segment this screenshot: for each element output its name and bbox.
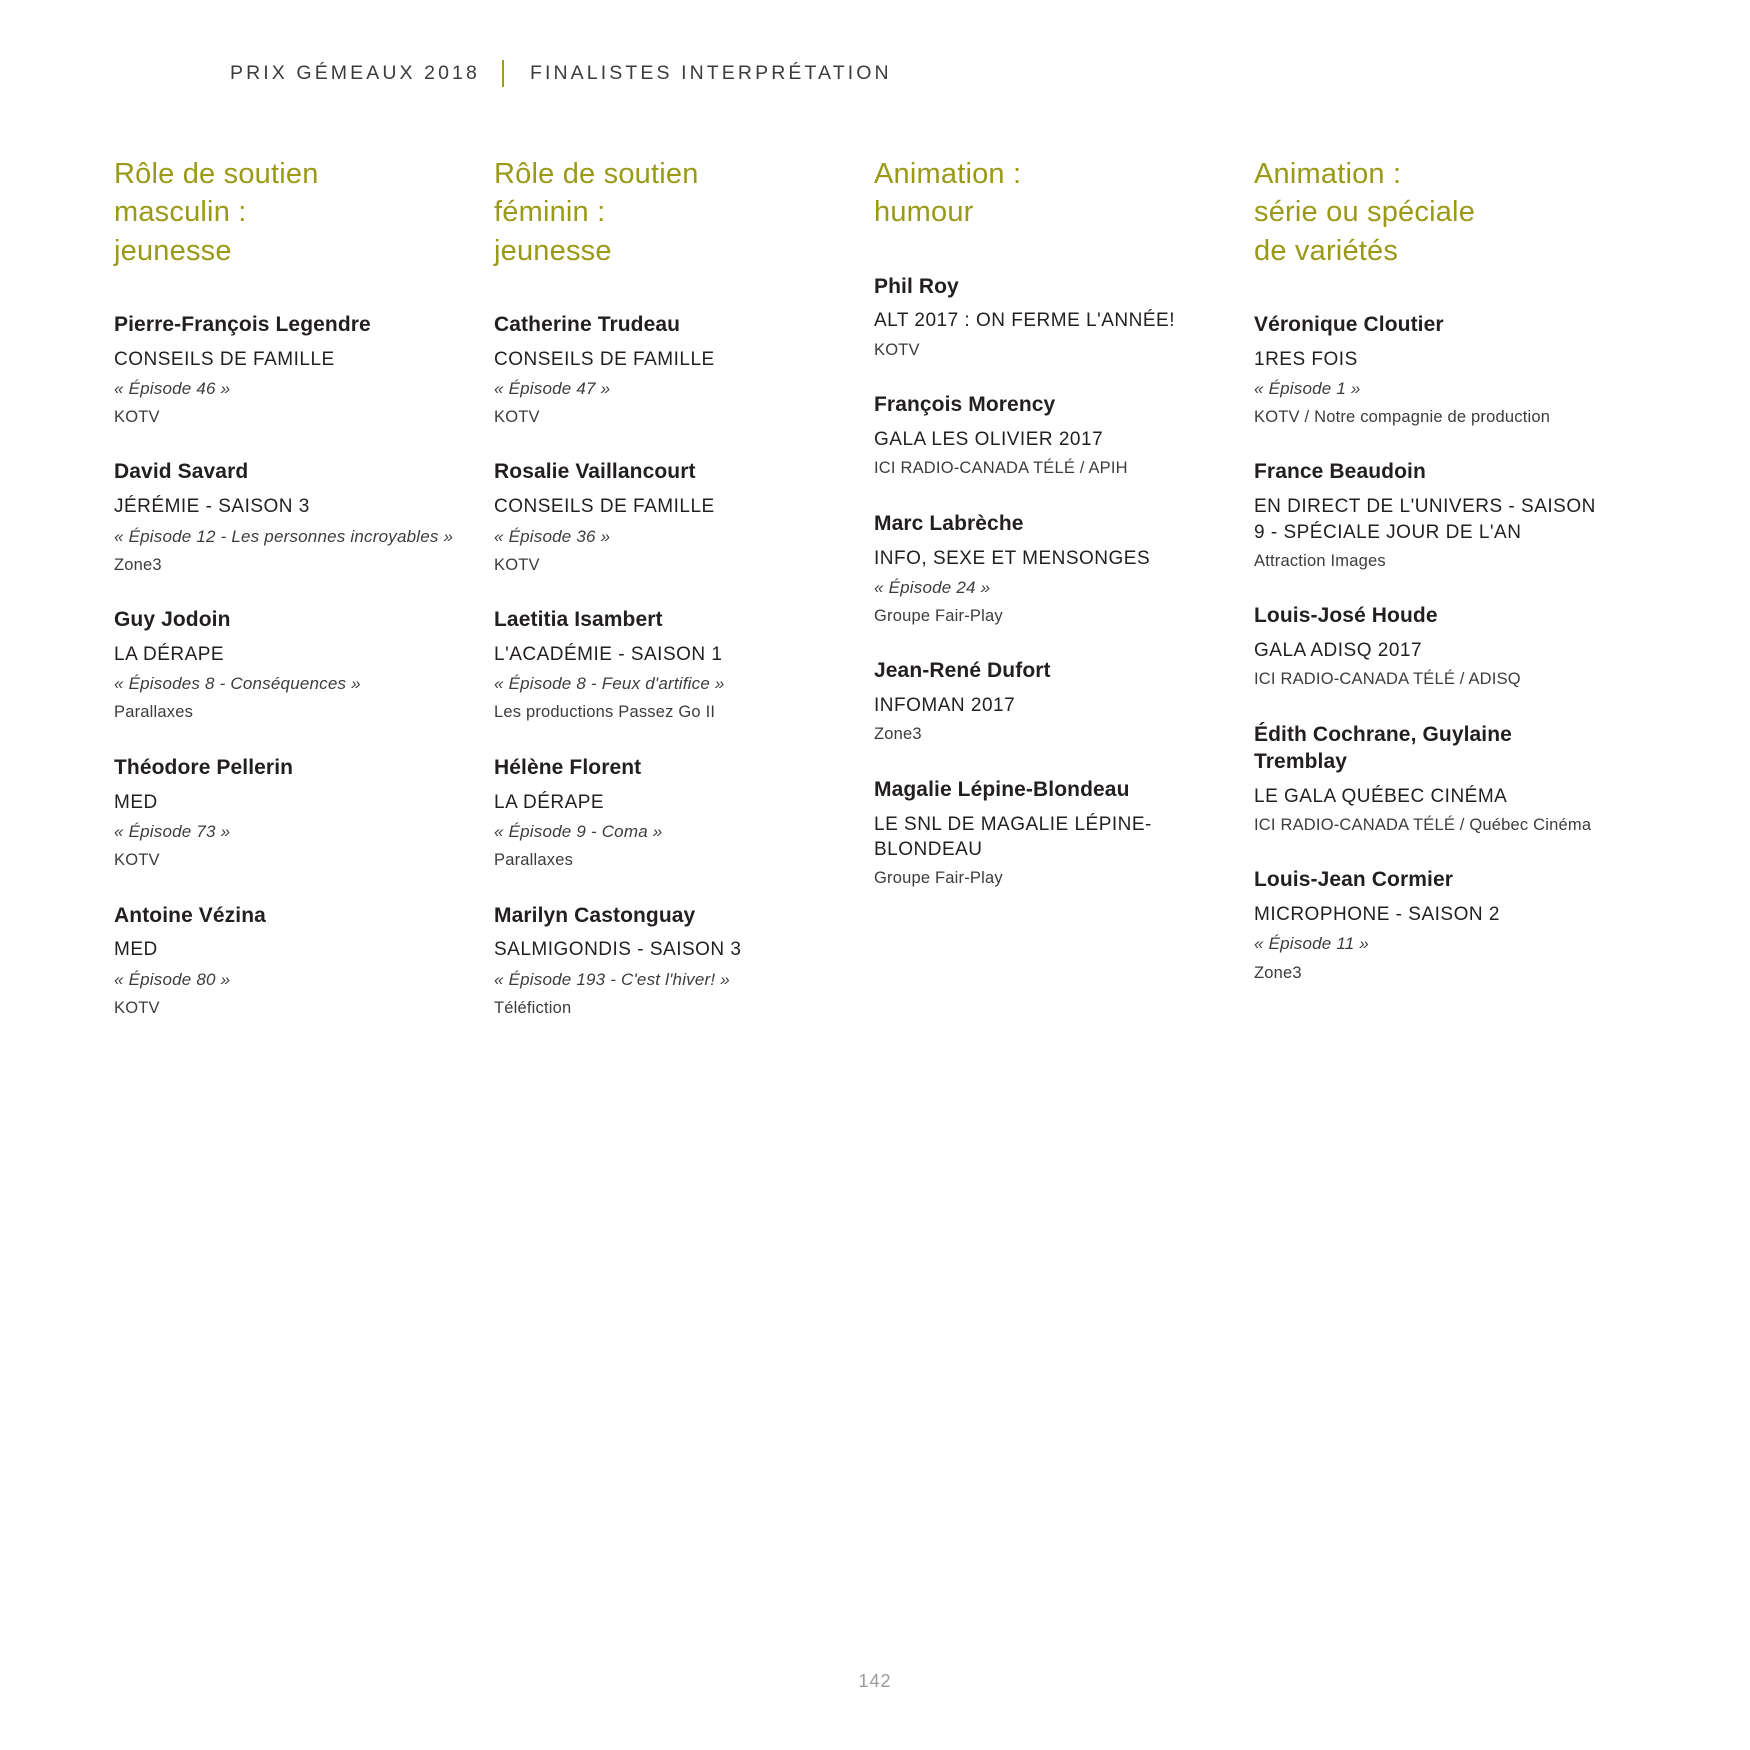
column-title-line: masculin : <box>114 196 247 229</box>
column-title-line: féminin : <box>494 196 606 229</box>
finalist-name: Magalie Lépine-Blondeau <box>874 777 1130 801</box>
finalist-episode: « Épisode 24 » <box>874 577 991 597</box>
finalist-entry <box>114 607 469 725</box>
header-left-text: PRIX GÉMEAUX 2018 <box>230 62 480 84</box>
finalist-show: CONSEILS DE FAMILLE <box>494 348 715 370</box>
finalist-entry <box>114 903 469 1021</box>
column-role-soutien-masculin-jeunesse <box>114 155 469 1050</box>
finalist-show: MED <box>114 939 158 961</box>
finalist-entry <box>114 755 469 873</box>
finalist-show: CONSEILS DE FAMILLE <box>494 496 715 518</box>
column-title <box>874 155 1229 232</box>
finalist-name: Jean-René Dufort <box>874 659 1051 683</box>
finalist-show: MED <box>114 791 158 813</box>
finalist-show: GALA ADISQ 2017 <box>1254 640 1423 662</box>
finalist-entry <box>874 777 1229 891</box>
finalist-name: Antoine Vézina <box>114 903 266 927</box>
finalist-name: Phil Roy <box>874 274 959 298</box>
finalist-entry <box>1254 722 1609 837</box>
finalist-production: Parallaxes <box>494 851 574 870</box>
column-title-line: Rôle de soutien <box>114 158 319 190</box>
finalist-show: CONSEILS DE FAMILLE <box>114 348 335 370</box>
finalist-production: KOTV <box>494 408 540 427</box>
column-title-line: jeunesse <box>494 234 612 267</box>
finalist-name: François Morency <box>874 393 1056 417</box>
finalist-episode: « Épisode 11 » <box>1254 934 1369 954</box>
finalist-production: KOTV <box>114 851 160 870</box>
finalist-show: EN DIRECT DE L'UNIVERS - SAISON 9 - SPÉCIALE JOUR DE L'AN <box>1254 496 1596 543</box>
finalist-entry <box>1254 603 1609 692</box>
column-animation-humour <box>874 155 1229 1050</box>
finalist-name: Théodore Pellerin <box>114 755 294 779</box>
column-title-line: humour <box>874 196 974 229</box>
finalist-entry <box>494 607 849 725</box>
finalist-production: Zone3 <box>114 555 162 574</box>
finalist-entry <box>494 755 849 873</box>
finalist-production: Zone3 <box>874 725 922 744</box>
finalist-entry <box>114 312 469 430</box>
finalist-episode: « Épisode 8 - Feux d'artifice » <box>494 674 725 694</box>
column-title-line: Rôle de soutien <box>494 158 699 190</box>
column-title-line: Animation : <box>1254 158 1402 190</box>
page-header <box>230 60 892 87</box>
header-divider <box>502 60 504 87</box>
finalist-episode: « Épisode 1 » <box>1254 378 1361 398</box>
finalist-name: Véronique Cloutier <box>1254 312 1444 336</box>
finalist-episode: « Épisode 47 » <box>494 378 611 398</box>
finalist-episode: « Épisode 9 - Coma » <box>494 822 663 841</box>
finalist-episode: « Épisode 12 - Les personnes incroyables » <box>114 526 454 546</box>
finalist-production: Parallaxes <box>114 703 194 722</box>
column-title-line: série ou spéciale <box>1254 196 1476 229</box>
finalist-production: Groupe Fair-Play <box>874 869 1003 888</box>
column-animation-serie-ou-speciale-de-varietes <box>1254 155 1609 1050</box>
finalist-show: 1RES FOIS <box>1254 348 1358 370</box>
page-footer <box>0 1671 1750 1692</box>
finalist-name: Louis-Jean Cormier <box>1254 868 1454 892</box>
column-title-line: Animation : <box>874 158 1022 190</box>
finalist-production: Groupe Fair-Play <box>874 606 1003 625</box>
finalist-show: LA DÉRAPE <box>494 791 605 813</box>
header-right-text: FINALISTES INTERPRÉTATION <box>529 62 892 84</box>
finalist-show: L'ACADÉMIE - SAISON 1 <box>494 644 723 666</box>
finalist-production: KOTV <box>494 555 540 574</box>
finalist-production: ICI RADIO-CANADA TÉLÉ / APIH <box>874 459 1128 478</box>
column-title-line: jeunesse <box>114 234 232 267</box>
finalist-name: Édith Cochrane, Guylaine Tremblay <box>1254 722 1512 773</box>
finalist-production: KOTV / Notre compagnie de production <box>1254 408 1551 427</box>
finalist-name: Pierre-François Legendre <box>114 312 371 336</box>
finalist-name: France Beaudoin <box>1254 460 1426 484</box>
finalist-episode: « Épisode 73 » <box>114 822 231 841</box>
finalist-production: Téléfiction <box>494 998 572 1017</box>
finalist-production: KOTV <box>114 408 160 427</box>
finalist-production: KOTV <box>874 340 920 359</box>
finalist-name: David Savard <box>114 460 249 484</box>
finalist-entry <box>1254 867 1609 985</box>
finalist-episode: « Épisode 36 » <box>494 526 611 546</box>
finalist-entry <box>874 392 1229 481</box>
finalist-name: Guy Jodoin <box>114 608 231 632</box>
finalist-name: Marilyn Castonguay <box>494 903 696 927</box>
finalist-production: ICI RADIO-CANADA TÉLÉ / ADISQ <box>1254 670 1521 689</box>
finalist-name: Hélène Florent <box>494 755 642 779</box>
finalist-show: INFOMAN 2017 <box>874 695 1016 717</box>
finalist-show: LE GALA QUÉBEC CINÉMA <box>1254 785 1508 807</box>
column-title <box>1254 155 1609 270</box>
finalist-entry <box>494 903 849 1021</box>
column-title <box>114 155 469 270</box>
finalist-show: GALA LES OLIVIER 2017 <box>874 428 1104 450</box>
finalist-production: Les productions Passez Go II <box>494 703 716 722</box>
finalist-show: LE SNL DE MAGALIE LÉPINE-BLONDEAU <box>874 813 1152 861</box>
column-title <box>494 155 849 270</box>
column-role-soutien-feminin-jeunesse <box>494 155 849 1050</box>
column-title-line: de variétés <box>1254 234 1399 267</box>
finalist-name: Catherine Trudeau <box>494 312 681 336</box>
finalist-entry <box>1254 312 1609 430</box>
finalist-production: KOTV <box>114 998 160 1017</box>
finalist-name: Marc Labrèche <box>874 511 1024 535</box>
finalists-columns <box>114 155 1634 1050</box>
finalist-entry <box>494 312 849 430</box>
finalist-production: Attraction Images <box>1254 551 1386 570</box>
finalist-entry <box>874 658 1229 747</box>
finalist-production: ICI RADIO-CANADA TÉLÉ / Québec Cinéma <box>1254 815 1592 834</box>
finalist-show: LA DÉRAPE <box>114 644 225 666</box>
finalist-episode: « Épisode 46 » <box>114 378 231 398</box>
finalist-entry <box>494 459 849 577</box>
finalist-entry <box>1254 459 1609 573</box>
finalist-episode: « Épisode 80 » <box>114 969 231 989</box>
finalist-episode: « Épisode 193 - C'est l'hiver! » <box>494 969 730 989</box>
finalist-show: INFO, SEXE ET MENSONGES <box>874 547 1151 569</box>
finalist-show: SALMIGONDIS - SAISON 3 <box>494 939 742 961</box>
finalist-name: Laetitia Isambert <box>494 608 663 632</box>
finalist-entry <box>874 511 1229 629</box>
finalist-show: ALT 2017 : ON FERME L'ANNÉE! <box>874 310 1175 332</box>
finalist-name: Louis-José Houde <box>1254 604 1438 628</box>
finalist-production: Zone3 <box>1254 963 1302 982</box>
finalist-name: Rosalie Vaillancourt <box>494 460 696 484</box>
finalist-entry <box>874 274 1229 363</box>
page-number: 142 <box>858 1671 892 1691</box>
finalist-show: MICROPHONE - SAISON 2 <box>1254 904 1500 926</box>
finalist-entry <box>114 459 469 577</box>
finalist-show: JÉRÉMIE - SAISON 3 <box>114 496 310 518</box>
finalist-episode: « Épisodes 8 - Conséquences » <box>114 674 361 694</box>
